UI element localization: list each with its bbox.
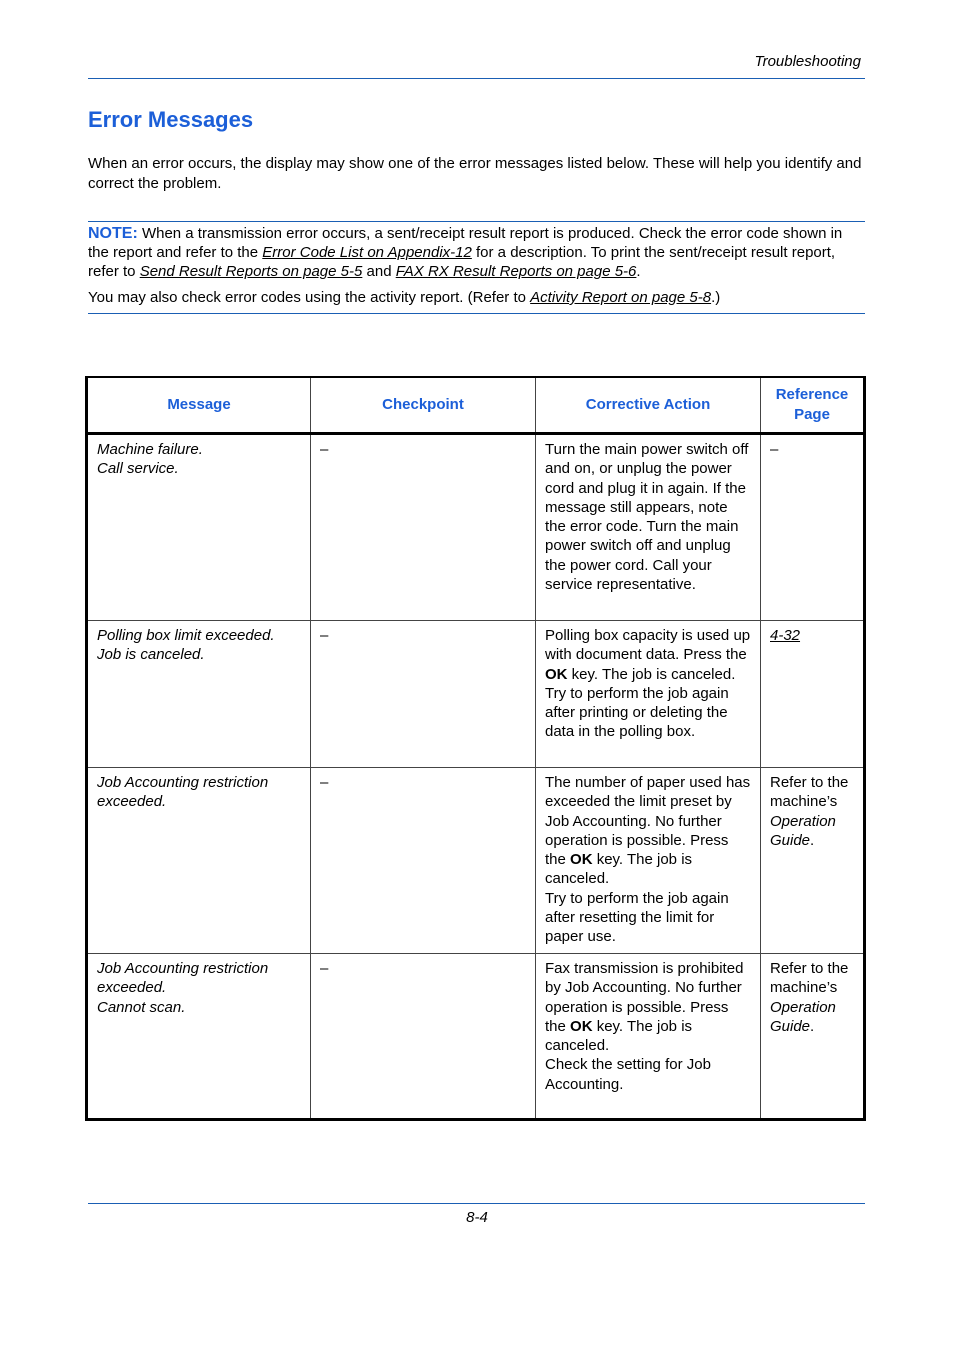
running-header: Troubleshooting	[754, 53, 861, 70]
action-text: Polling box capacity is used up with document data. Press the	[545, 627, 751, 664]
note-bottom-rule	[88, 313, 865, 314]
note-top-rule	[88, 221, 865, 222]
link-error-code-list[interactable]: Error Code List on Appendix-12	[262, 244, 472, 261]
action-text: Try to perform the job again after printing or deleting the data in the polling box.	[545, 684, 729, 741]
note-second-paragraph	[88, 288, 866, 307]
cell-message: Job Accounting restriction exceeded. Cannot scan.	[87, 954, 311, 1120]
action-text: Try to perform the job again after resetting the limit for paper use.	[545, 889, 729, 946]
table-row	[87, 621, 865, 768]
note-text: When a transmission error occurs, a sent/receipt result report is produced. Check the error code shown in the report and refer to the	[88, 225, 843, 261]
column-header-reference-page: Reference Page	[761, 377, 865, 434]
action-text: key. The job is canceled.	[545, 1017, 693, 1055]
link-send-result-reports[interactable]: Send Result Reports on page 5-5	[139, 263, 363, 280]
table-row	[87, 768, 865, 954]
column-header-corrective-action: Corrective Action	[536, 377, 761, 434]
action-text: key. The job is canceled.	[567, 665, 736, 683]
guide-title: Operation Guide	[770, 998, 836, 1035]
reference-page-link[interactable]: 4-32	[770, 627, 801, 644]
cell-message: Machine failure. Call service.	[87, 434, 311, 621]
action-text: The number of paper used has exceeded the limit preset by Job Accounting. No further operation is possible. Press the	[545, 774, 751, 869]
reference-text: Refer to the machine’s	[770, 774, 849, 811]
cell-checkpoint: –	[311, 768, 536, 954]
action-text: Check the setting for Job Accounting.	[545, 1056, 711, 1093]
table-row	[87, 434, 865, 621]
cell-corrective-action	[536, 621, 761, 768]
guide-title: Operation Guide	[770, 812, 836, 849]
cell-message: Job Accounting restriction exceeded.	[87, 768, 311, 954]
reference-text: –	[770, 441, 779, 458]
action-text: Turn the main power switch off and on, or unplug the power cord and plug it in again. If the message still appears, note the error code. Turn the main power switch off and unplug the power cord. Call your service representative.	[545, 441, 749, 594]
cell-reference-page	[761, 621, 865, 768]
intro-paragraph: When an error occurs, the display may show one of the error messages listed below. These will help you identify and correct the problem.	[88, 155, 862, 192]
cell-corrective-action	[536, 768, 761, 954]
key-name: OK	[570, 1017, 593, 1035]
note-label: NOTE:	[88, 225, 138, 242]
cell-reference-page	[761, 768, 865, 954]
note-text: .	[636, 263, 641, 280]
action-text: Fax transmission is prohibited by Job Accounting. No further operation is possible. Press the	[545, 960, 744, 1035]
reference-text: .	[810, 831, 815, 849]
error-messages-table	[85, 376, 866, 1121]
cell-checkpoint: –	[311, 434, 536, 621]
table-row	[87, 954, 865, 1120]
cell-message: Polling box limit exceeded. Job is canceled.	[87, 621, 311, 768]
note-text: You may also check error codes using the activity report. (Refer to	[88, 289, 531, 306]
note-text: .)	[711, 289, 721, 306]
note-text: for a description. To print the sent/receipt result report, refer to	[88, 244, 836, 280]
reference-text: Refer to the machine’s	[770, 960, 849, 997]
cell-checkpoint: –	[311, 621, 536, 768]
key-name: OK	[570, 851, 593, 869]
page-title: Error Messages	[88, 107, 254, 132]
header-rule	[88, 78, 865, 79]
cell-checkpoint: –	[311, 954, 536, 1120]
cell-corrective-action	[536, 954, 761, 1120]
page-number: 8-4	[466, 1209, 488, 1226]
cell-reference-page	[761, 954, 865, 1120]
table-header-row	[87, 377, 865, 434]
action-text: key. The job is canceled.	[545, 851, 693, 888]
cell-reference-page	[761, 434, 865, 621]
footer-rule	[88, 1203, 865, 1204]
link-activity-report[interactable]: Activity Report on page 5-8	[530, 289, 712, 306]
note-text: and	[362, 263, 396, 280]
link-fax-rx-result-reports[interactable]: FAX RX Result Reports on page 5-6	[395, 263, 637, 280]
cell-corrective-action	[536, 434, 761, 621]
reference-text: .	[810, 1017, 815, 1035]
column-header-message: Message	[87, 377, 311, 434]
note-box	[88, 224, 866, 281]
column-header-checkpoint: Checkpoint	[311, 377, 536, 434]
key-name: OK	[545, 665, 568, 683]
